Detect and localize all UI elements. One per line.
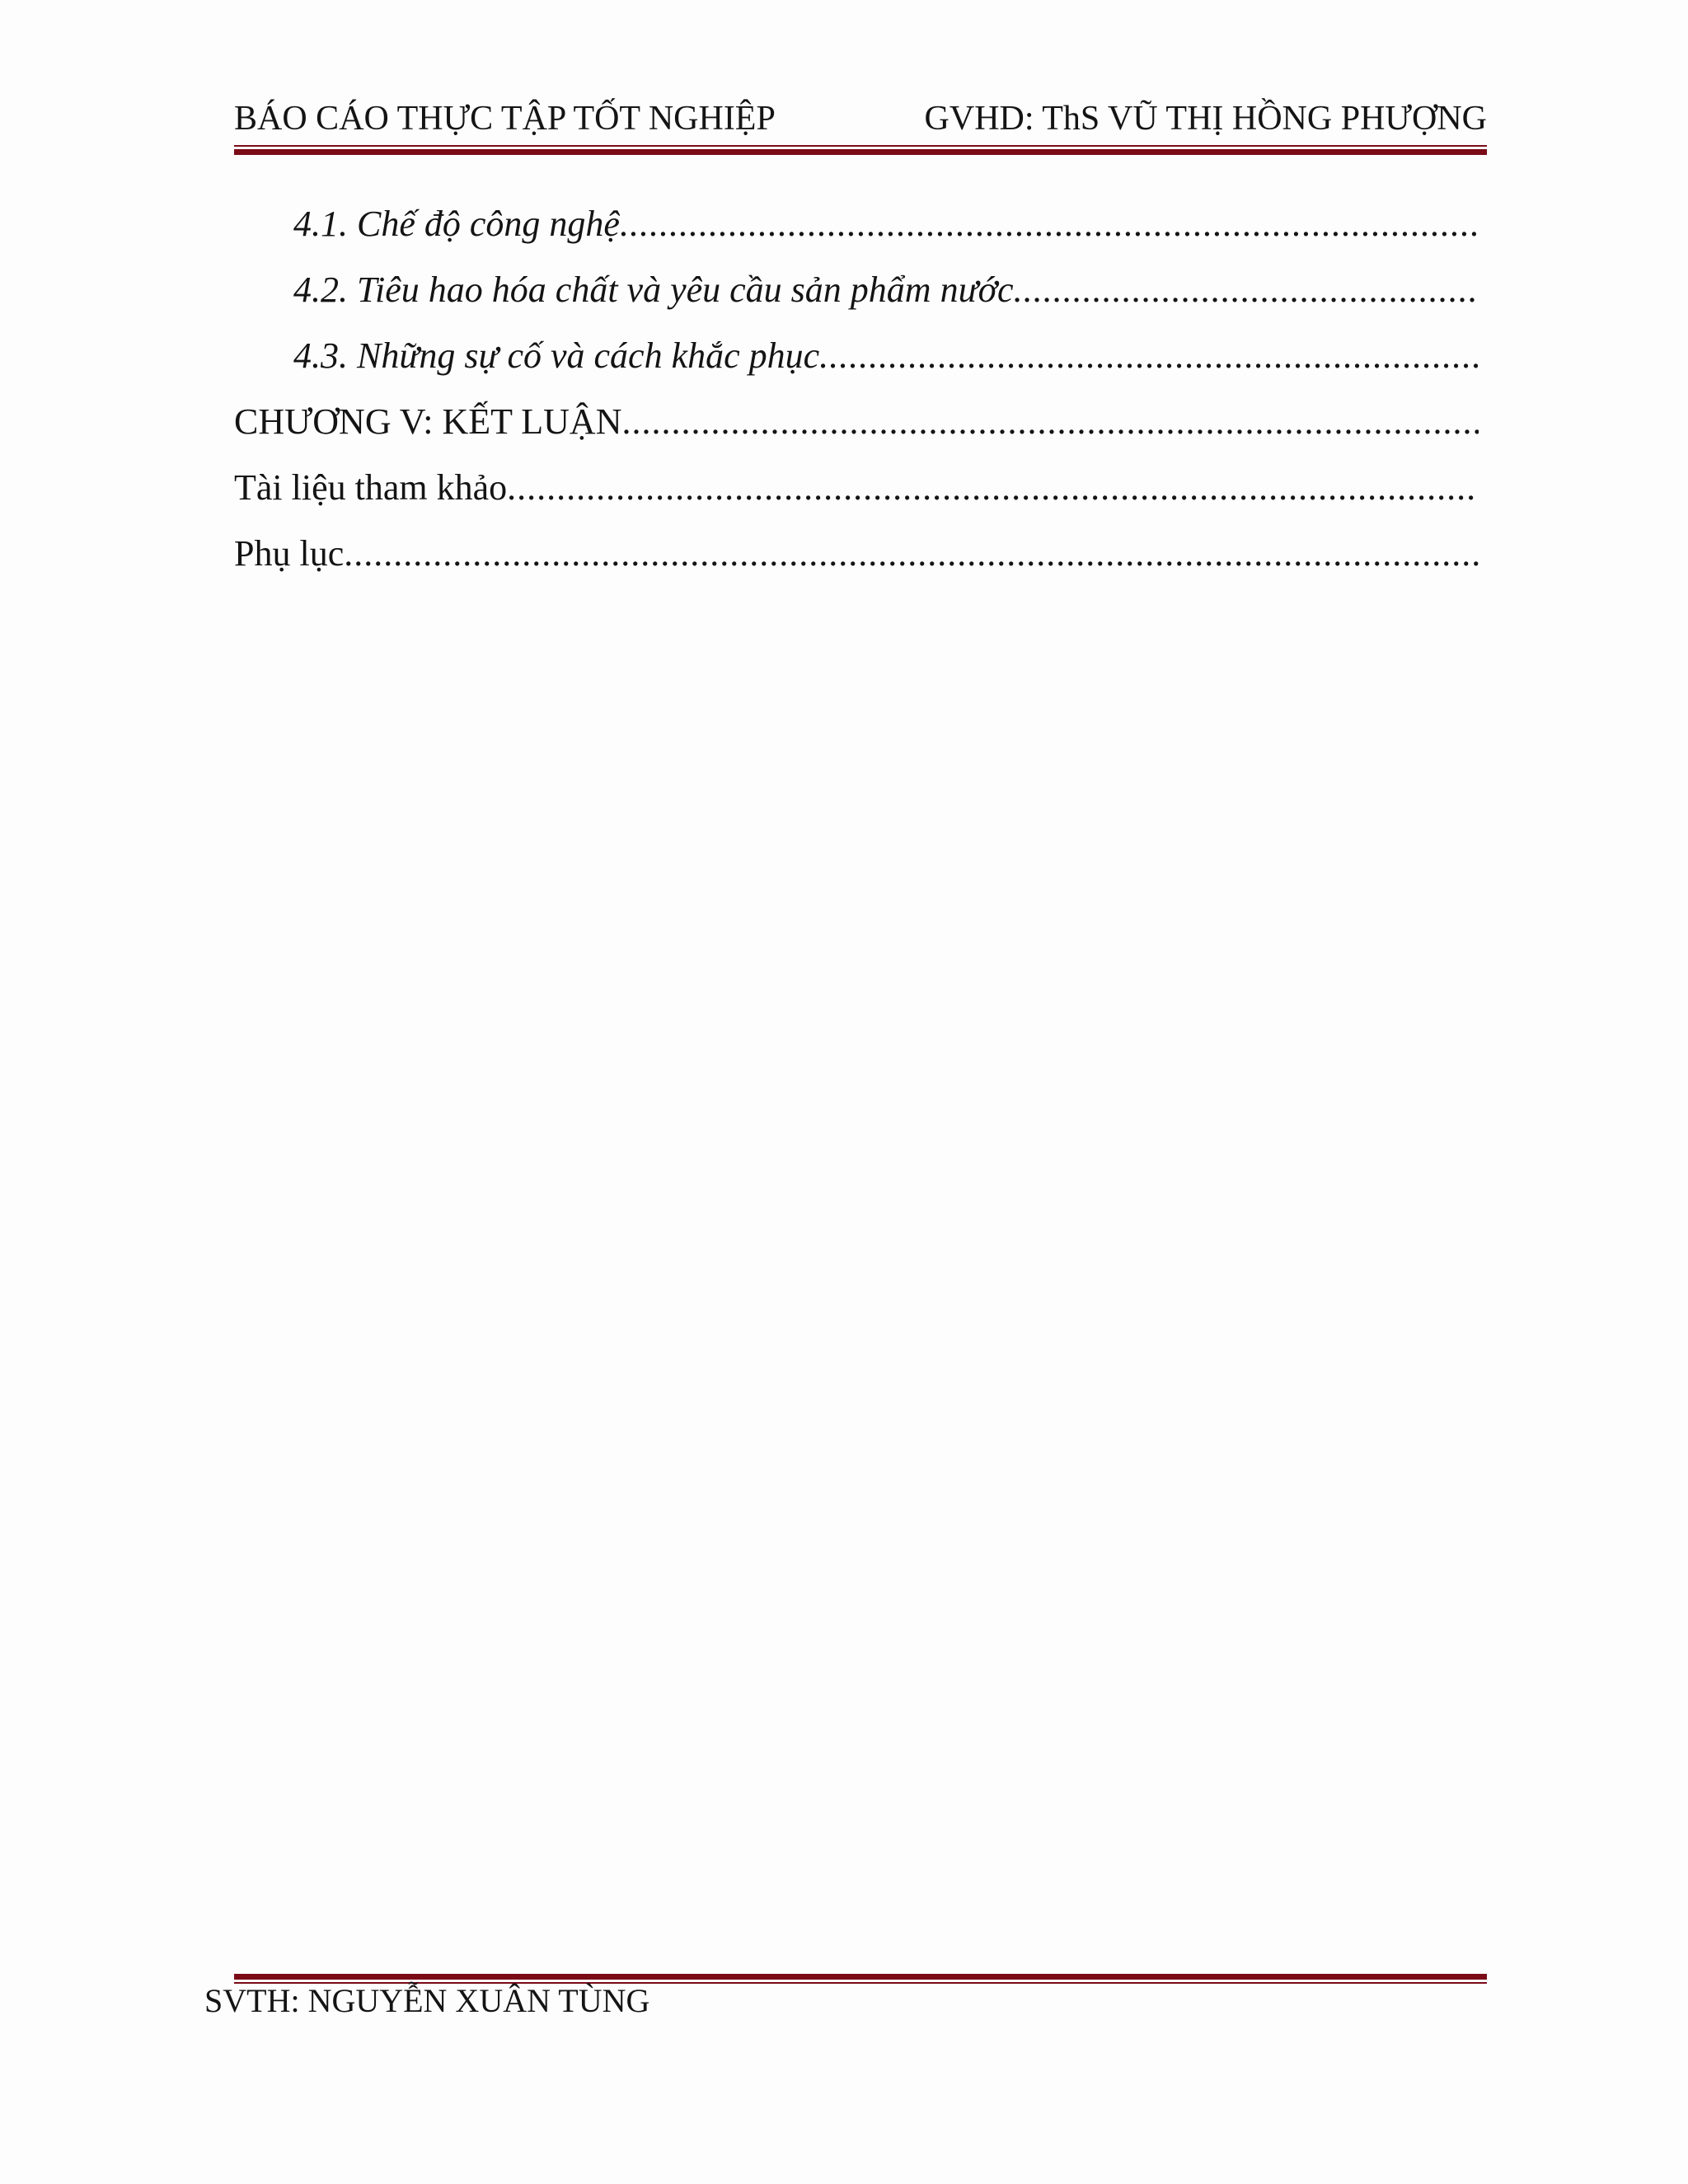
toc-dot-leader: [344, 521, 1479, 587]
toc-dot-leader: [507, 455, 1479, 521]
toc-entry[interactable]: [234, 521, 1479, 587]
toc-entry-title: CHƯƠNG V: KẾT LUẬN: [234, 401, 622, 442]
table-of-contents: [234, 191, 1479, 587]
toc-entry[interactable]: [234, 389, 1479, 455]
toc-dot-leader: [620, 191, 1479, 257]
header-report-title: BÁO CÁO THỰC TẬP TỐT NGHIỆP: [234, 100, 776, 138]
toc-dot-leader: [621, 389, 1479, 455]
toc-entry-title: 4.3. Những sự cố và cách khắc phục: [293, 335, 820, 376]
toc-entry-title: Tài liệu tham khảo: [234, 467, 508, 508]
toc-dot-leader: [819, 323, 1479, 389]
toc-entry[interactable]: [234, 455, 1479, 521]
toc-entry[interactable]: [234, 191, 1479, 257]
footer-student-name: SVTH: NGUYỄN XUÂN TÙNG: [204, 1982, 650, 2019]
header-supervisor: GVHD: ThS VŨ THỊ HỒNG PHƯỢNG: [924, 100, 1487, 138]
page-header: [234, 94, 1487, 143]
toc-entry-title: 4.2. Tiêu hao hóa chất và yêu cầu sản phẩm nước: [293, 269, 1014, 310]
toc-entry-title: Phụ lục: [234, 533, 345, 574]
header-divider-thin: [234, 145, 1487, 147]
toc-entry[interactable]: [234, 257, 1479, 323]
toc-entry-title: 4.1. Chế độ công nghệ: [293, 204, 620, 244]
toc-dot-leader: [1014, 257, 1479, 323]
toc-entry[interactable]: [234, 323, 1479, 389]
header-divider-thick: [234, 149, 1487, 155]
